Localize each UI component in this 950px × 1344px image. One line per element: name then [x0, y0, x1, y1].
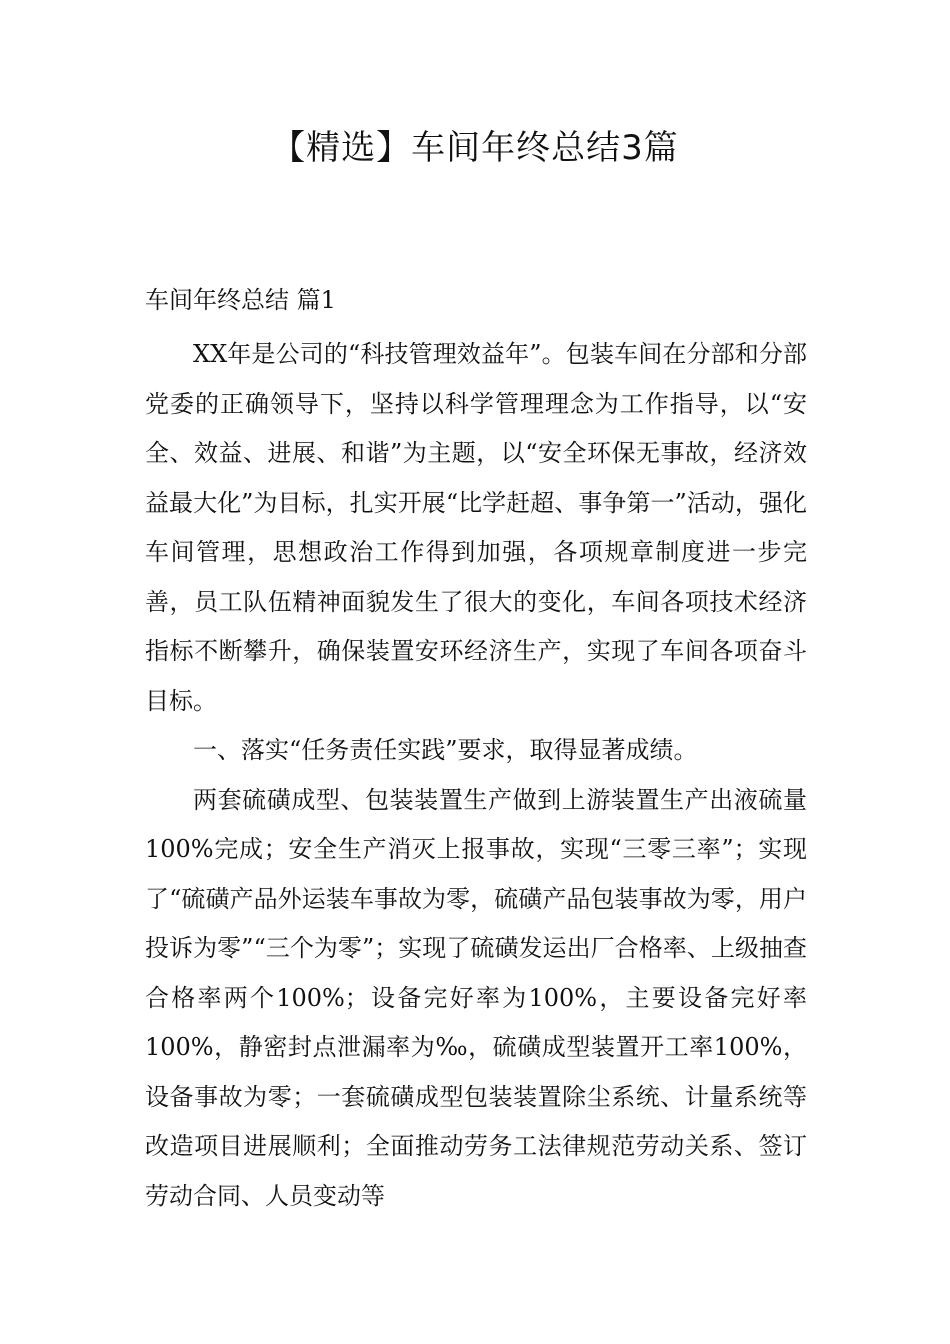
paragraph-section-one-heading: 一、落实“任务责任实践”要求，取得显著成绩。: [193, 736, 698, 764]
paragraph-intro: XX年是公司的“科技管理效益年”。包装车间在分部和分部党委的正确领导下，坚持以科学管理理念为工作指导，以“安全、效益、进展、和谐”为主题，以“安全环保无事故，经济效益最大化”为目标，扎实开展“比学赶超、事争第一”活动，强化车间管理，思想政治工作得到加强，各项规章制度进一步完善，员工队伍精神面貌发生了很大的变化，车间各项技术经济指标不断攀升，确保装置安环经济生产，实现了车间各项奋斗目标。: [145, 340, 807, 715]
document-title: 【精选】车间年终总结3篇: [271, 128, 679, 168]
paragraph-achievements: 两套硫磺成型、包装装置生产做到上游装置生产出液硫量100%完成；安全生产消灭上报事故，实现“三零三率”；实现了“硫磺产品外运装车事故为零，硫磺产品包装事故为零，用户投诉为零”“三个为零”；实现了硫磺发运出厂合格率、上级抽查合格率两个100%；设备完好率为100%，主要设备完好率100%，静密封点泄漏率为‰，硫磺成型装置开工率100%，设备事故为零；一套硫磺成型包装装置除尘系统、计量系统等改造项目进展顺利；全面推动劳务工法律规范劳动关系、签订劳动合同、人员变动等: [145, 785, 807, 1210]
document-body: [145, 330, 807, 1221]
section-heading: 车间年终总结 篇1: [145, 286, 336, 314]
